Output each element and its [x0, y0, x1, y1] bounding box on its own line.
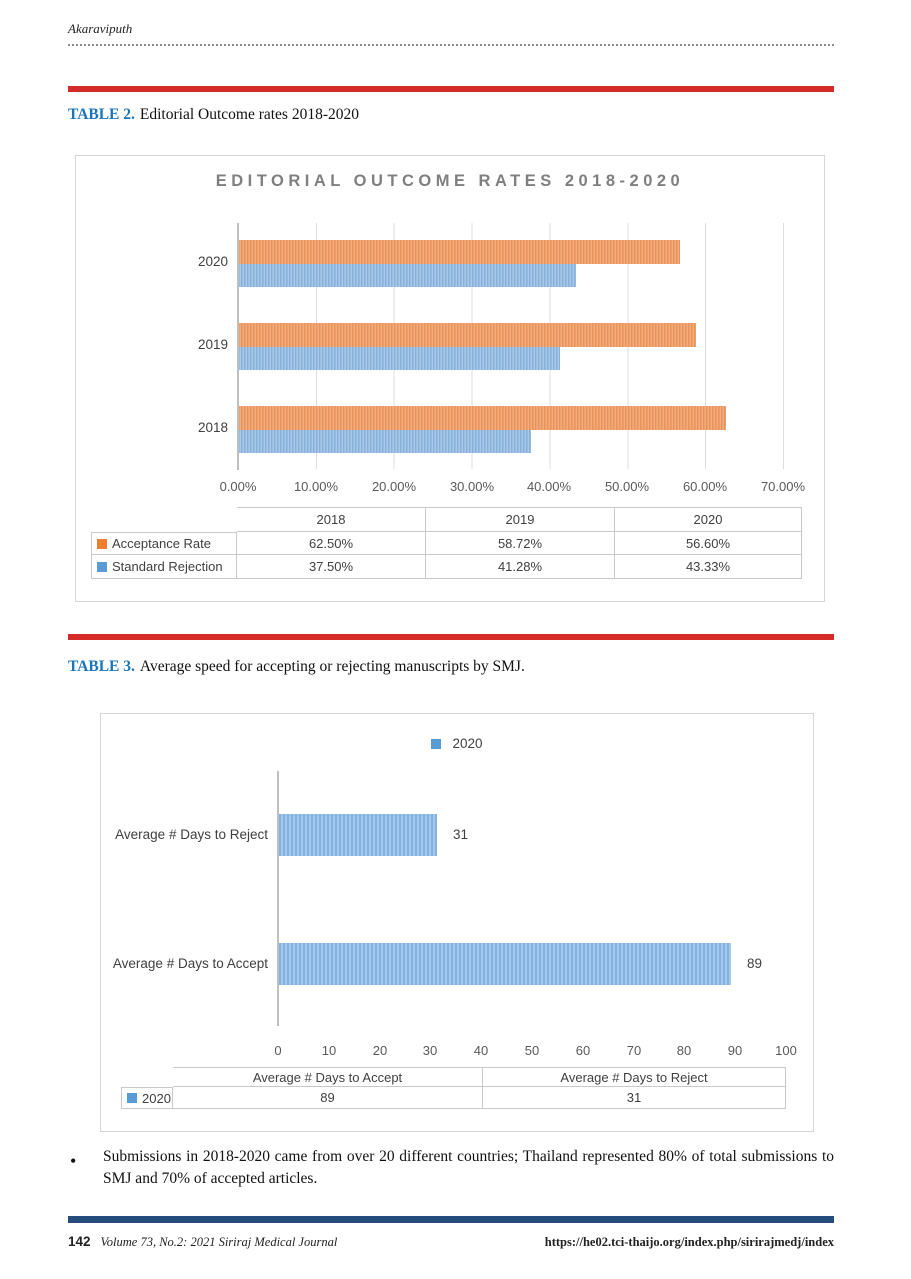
chart2-table-corner [121, 1067, 173, 1087]
table-cell: 37.50% [237, 555, 426, 579]
page-number: 142 [68, 1234, 91, 1249]
table-cell: 43.33% [615, 555, 802, 579]
bullet-marker: • [70, 1151, 77, 1171]
chart1-x-axis-ticks [76, 479, 824, 497]
chart1-table-corner [91, 507, 237, 532]
chart2-tick-70: 70 [626, 1043, 642, 1058]
navy-divider-bottom [68, 1216, 834, 1223]
table-cell: 58.72% [426, 532, 615, 555]
chart1-tick-60: 60.00% [682, 479, 728, 494]
chart2-tick-40: 40 [473, 1043, 489, 1058]
legend-2020-key-icon [431, 739, 441, 749]
chart1-data-table [91, 507, 802, 579]
table-cell: 89 [173, 1087, 483, 1109]
running-head: Akaraviputh [68, 21, 133, 36]
legend-acceptance-rate [91, 532, 237, 555]
chart2-tick-0: 0 [274, 1043, 282, 1058]
red-divider-middle [68, 634, 834, 640]
table-cell: 62.50% [237, 532, 426, 555]
chart2-tick-20: 20 [372, 1043, 388, 1058]
legend-acceptance-label: Acceptance Rate [112, 536, 212, 551]
bar-rejection-2019 [238, 347, 560, 370]
table3-caption [68, 658, 525, 676]
chart1-tick-70: 70.00% [760, 479, 806, 494]
chart1-category-2019: 2019 [197, 337, 228, 352]
journal-name: Volume 73, No.2: 2021 Siriraj Medical Journal [100, 1235, 338, 1249]
chart1-table-col-2020: 2020 [615, 507, 802, 532]
standard-rejection-key-icon [97, 562, 107, 572]
chart2-tick-50: 50 [524, 1043, 540, 1058]
chart2-tick-90: 90 [727, 1043, 743, 1058]
chart2-table-col-accept: Average # Days to Accept [173, 1067, 483, 1087]
chart1-table-col-2019: 2019 [426, 507, 615, 532]
chart2-tick-100: 100 [775, 1043, 797, 1058]
table-cell: 41.28% [426, 555, 615, 579]
editorial-outcome-chart [75, 155, 825, 602]
legend-rejection-label: Standard Rejection [112, 559, 223, 574]
chart1-category-2018: 2018 [197, 420, 228, 435]
bar-days-to-accept [279, 943, 731, 985]
bar-rejection-2018 [238, 430, 531, 453]
legend-2020-row-label: 2020 [142, 1090, 171, 1106]
chart1-plot-area [238, 223, 784, 469]
legend-standard-rejection [91, 555, 237, 579]
table3-caption-text: Average speed for accepting or rejecting manuscripts by SMJ. [139, 658, 525, 675]
chart2-tick-30: 30 [422, 1043, 438, 1058]
chart2-data-table [121, 1067, 786, 1109]
bullet-text: Submissions in 2018-2020 came from over 20 different countries; Thailand represented 80% of total submissions to SMJ and 70% of accepted articles. [103, 1148, 834, 1188]
chart2-tick-60: 60 [575, 1043, 591, 1058]
red-divider-top [68, 86, 834, 92]
chart1-y-axis-line [237, 223, 239, 470]
chart1-table-col-2018: 2018 [237, 507, 426, 532]
table3-caption-label: TABLE 3. [68, 658, 135, 675]
table-cell: 31 [483, 1087, 786, 1109]
acceptance-rate-key-icon [97, 539, 107, 549]
chart2-category-accept: Average # Days to Accept [112, 956, 268, 971]
data-label-reject: 31 [453, 827, 469, 842]
table-cell: 56.60% [615, 532, 802, 555]
legend-2020-row [121, 1087, 173, 1109]
chart2-y-axis-line [277, 771, 279, 1026]
chart1-tick-30: 30.00% [449, 479, 495, 494]
data-label-accept: 89 [747, 956, 763, 971]
table2-caption-label: TABLE 2. [68, 106, 135, 123]
bar-acceptance-2018 [238, 406, 726, 430]
bar-rejection-2020 [238, 264, 576, 287]
table2-caption-text: Editorial Outcome rates 2018-2020 [139, 106, 360, 123]
journal-url-link[interactable]: https://he02.tci-thaijo.org/index.php/sirirajmedj/index [544, 1235, 834, 1249]
chart1-title: EDITORIAL OUTCOME RATES 2018-2020 [215, 172, 685, 190]
dotted-divider [68, 44, 834, 46]
chart1-tick-40: 40.00% [526, 479, 572, 494]
page-footer [68, 1234, 834, 1250]
chart2-legend [101, 736, 813, 751]
chart1-category-2020: 2020 [197, 254, 228, 269]
bar-days-to-reject [279, 814, 437, 856]
bar-acceptance-2019 [238, 323, 696, 347]
bar-acceptance-2020 [238, 240, 680, 264]
chart1-tick-0: 0.00% [219, 479, 257, 494]
chart2-category-reject: Average # Days to Reject [115, 827, 268, 842]
chart1-tick-10: 10.00% [293, 479, 339, 494]
average-speed-chart [100, 713, 814, 1132]
chart2-x-axis-ticks [101, 1043, 813, 1061]
legend-2020-row-key-icon [127, 1093, 137, 1103]
legend-2020-label: 2020 [452, 736, 483, 751]
chart1-tick-20: 20.00% [371, 479, 417, 494]
chart1-tick-50: 50.00% [604, 479, 650, 494]
chart2-table-col-reject: Average # Days to Reject [483, 1067, 786, 1087]
chart2-tick-80: 80 [676, 1043, 692, 1058]
chart2-tick-10: 10 [321, 1043, 337, 1058]
table2-caption [68, 106, 359, 124]
